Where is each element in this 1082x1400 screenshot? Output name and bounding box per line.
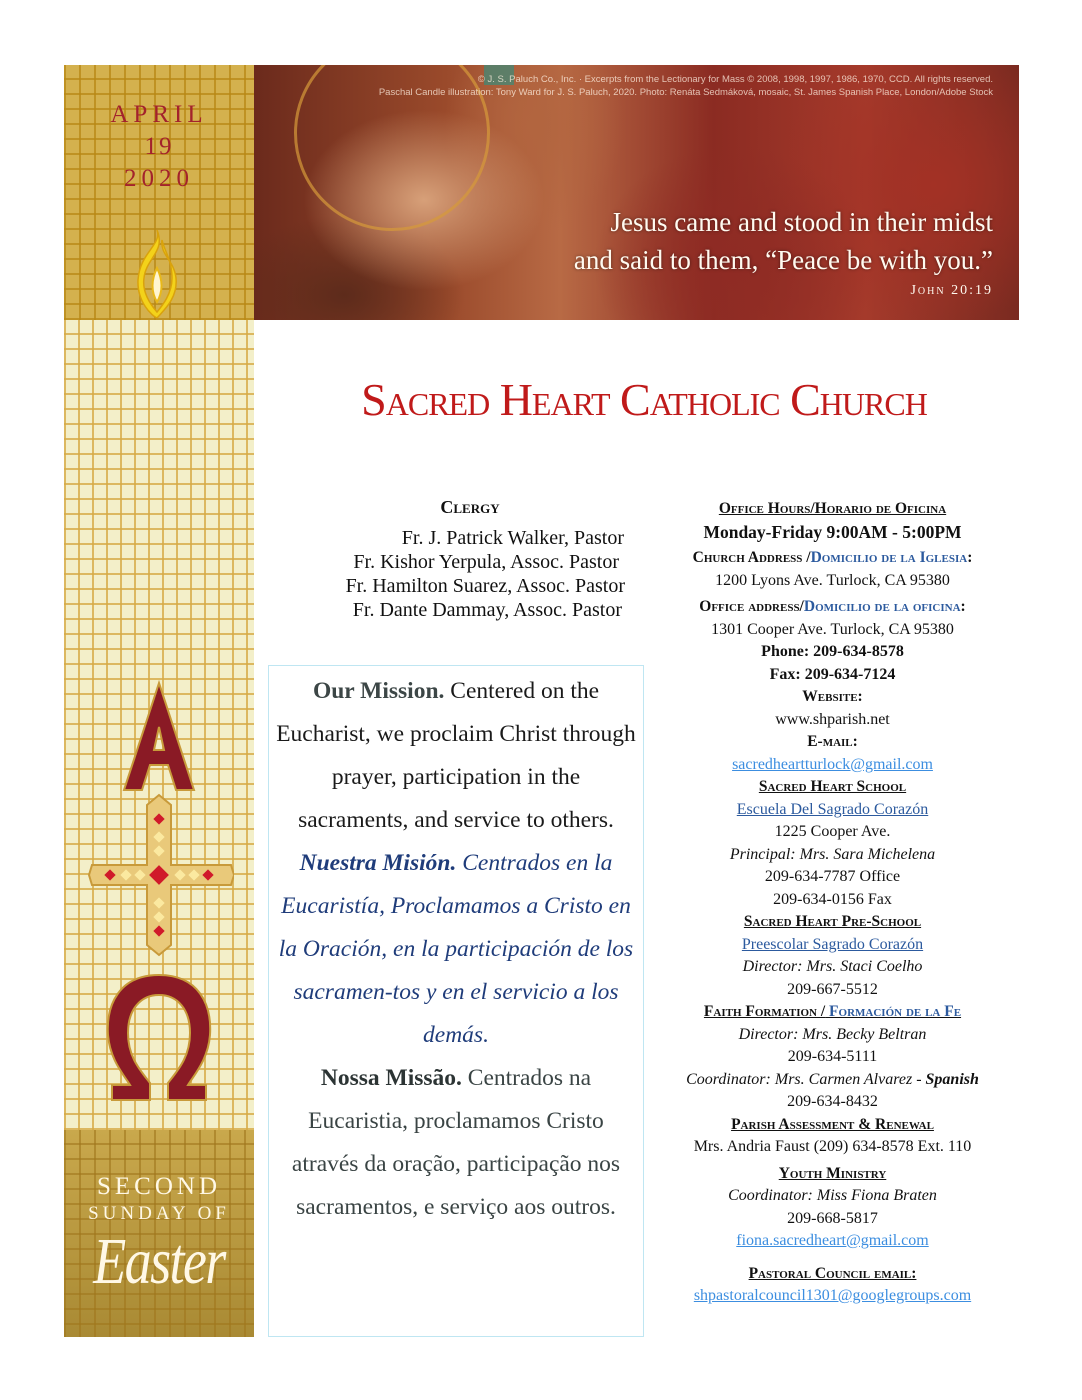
header-banner-image [254,65,1019,320]
alpha-omega-panel [64,320,254,1130]
website-heading: Website: [802,688,863,705]
office-hours-heading: Office Hours/Horario de Oficina [718,500,947,517]
mission-spanish-label: Nuestra Misión. [299,850,457,876]
date-year: 2020 [124,165,194,192]
mission-english-label: Our Mission. [312,678,445,704]
faith-formation-coordinator: Coordinator: Mrs. Carmen Alvarez - Spanish [686,1070,979,1088]
office-address: 1301 Cooper Ave. Turlock, CA 95380 [711,620,954,638]
school-link[interactable]: Escuela Del Sagrado Corazón [736,800,929,818]
season-line1: SECOND [96,1173,221,1200]
mission-english-text: Centered on the Eucharist, we proclaim Christ through prayer, participation in the sacraments, and service to others. [276,678,636,833]
faith-formation-director-phone: 209-634-5111 [787,1048,878,1065]
season-line3: Easter [93,1225,225,1298]
clergy-name: Fr. J. Patrick Walker, Pastor [401,527,624,549]
church-name-title: Sacred Heart Catholic Church [361,374,927,425]
parish-assessment-contact: Mrs. Andria Faust (209) 634-8578 Ext. 110 [693,1138,972,1155]
youth-ministry-heading: Youth Ministry [778,1164,887,1182]
parish-assessment-heading: Parish Assessment & Renewal [731,1115,934,1133]
mission-english [275,670,637,842]
date-panel [64,65,254,320]
office-address-heading: Office address/Domicilio de la oficina: [699,598,966,615]
clergy-heading: Clergy [440,497,500,517]
quote-line-1: Jesus came and stood in their midst [610,207,993,237]
school-address: 1225 Cooper Ave. [774,823,891,840]
paschal-candle-flame-icon [132,230,182,318]
alpha-cross-omega-icon [84,665,234,1105]
mission-spanish-text: Centrados en la Eucaristía, Proclamamos a Cristo en la Oración, en la participación de los sacramen-tos y en el servicio a los demás. [278,850,634,1048]
school-principal: Principal: Mrs. Sara Michelena [729,845,936,863]
pastoral-council-email-link[interactable]: shpastoralcouncil1301@googlegroups.com [693,1287,972,1304]
preschool-heading: Sacred Heart Pre-School [743,913,922,930]
sidebar-mosaic [64,65,254,1337]
clergy-section [270,495,640,622]
youth-ministry-coordinator: Coordinator: Miss Fiona Braten [728,1187,937,1204]
quote-line-2: and said to them, “Peace be with you.” [573,245,993,275]
clergy-name: Fr. Dante Dammay, Assoc. Pastor [352,599,622,621]
image-credit [379,73,993,99]
phone-number: Phone: 209-634-8578 [761,643,904,660]
mission-spanish [275,842,637,1057]
email-heading: E-mail: [807,733,858,750]
preschool-director: Director: Mrs. Staci Coelho [742,958,923,975]
date-day: 19 [144,133,174,160]
church-address: 1200 Lyons Ave. Turlock, CA 95380 [715,571,950,589]
faith-formation-director: Director: Mrs. Becky Beltran [738,1025,927,1043]
mission-portuguese [275,1057,637,1229]
school-fax: 209-634-0156 Fax [773,890,892,908]
liturgical-season [64,1173,254,1297]
mission-portuguese-label: Nossa Missão. [320,1065,462,1091]
date-month: APRIL [110,101,208,128]
pastoral-council-heading: Pastoral Council email: [748,1264,917,1282]
season-line2: SUNDAY OF [88,1203,230,1224]
parish-email-link[interactable]: sacredheartturlock@gmail.com [732,755,933,773]
faith-formation-coordinator-phone: 209-634-8432 [787,1093,878,1110]
school-office-phone: 209-634-7787 Office [764,868,901,885]
parish-info-column [660,498,1005,1308]
preschool-phone: 209-667-5512 [787,980,878,998]
clergy-name: Fr. Hamilton Suarez, Assoc. Pastor [345,575,625,597]
preschool-link[interactable]: Preescolar Sagrado Corazón [741,935,924,953]
clergy-list [270,526,640,622]
website-url: www.shparish.net [775,710,890,728]
school-heading: Sacred Heart School [758,778,907,795]
season-panel [64,1130,254,1337]
church-address-heading: Church Address /Domicilio de la Iglesia: [692,549,973,566]
office-hours: Monday-Friday 9:00AM - 5:00PM [703,521,962,542]
bulletin-date [64,99,254,195]
youth-ministry-email-link[interactable]: fiona.sacredheart@gmail.com [736,1232,929,1249]
credit-line-1: © J. S. Paluch Co., Inc. · Excerpts from the Lectionary for Mass © 2008, 1998, 1997, 1986, 1970, CCD. All rights reserved. [477,74,993,85]
youth-ministry-phone: 209-668-5817 [787,1209,878,1227]
scripture-quote [574,203,993,279]
fax-number: Fax: 209-634-7124 [769,665,896,683]
mission-portuguese-text: Centrados na Eucaristia, proclamamos Cristo através da oração, participação nos sacramentos, e serviço aos outros. [291,1065,621,1220]
scripture-reference: John 20:19 [910,283,993,298]
mission-statement-box [268,665,644,1337]
faith-formation-heading: Faith Formation / Formación de la Fe [703,1003,962,1020]
clergy-name: Fr. Kishor Yerpula, Assoc. Pastor [353,551,619,573]
credit-line-2: Paschal Candle illustration: Tony Ward for J. S. Paluch, 2020. Photo: Renáta Sedmáková, mosaic, St. James Spanish Place, London/Adobe Stock [378,87,993,98]
